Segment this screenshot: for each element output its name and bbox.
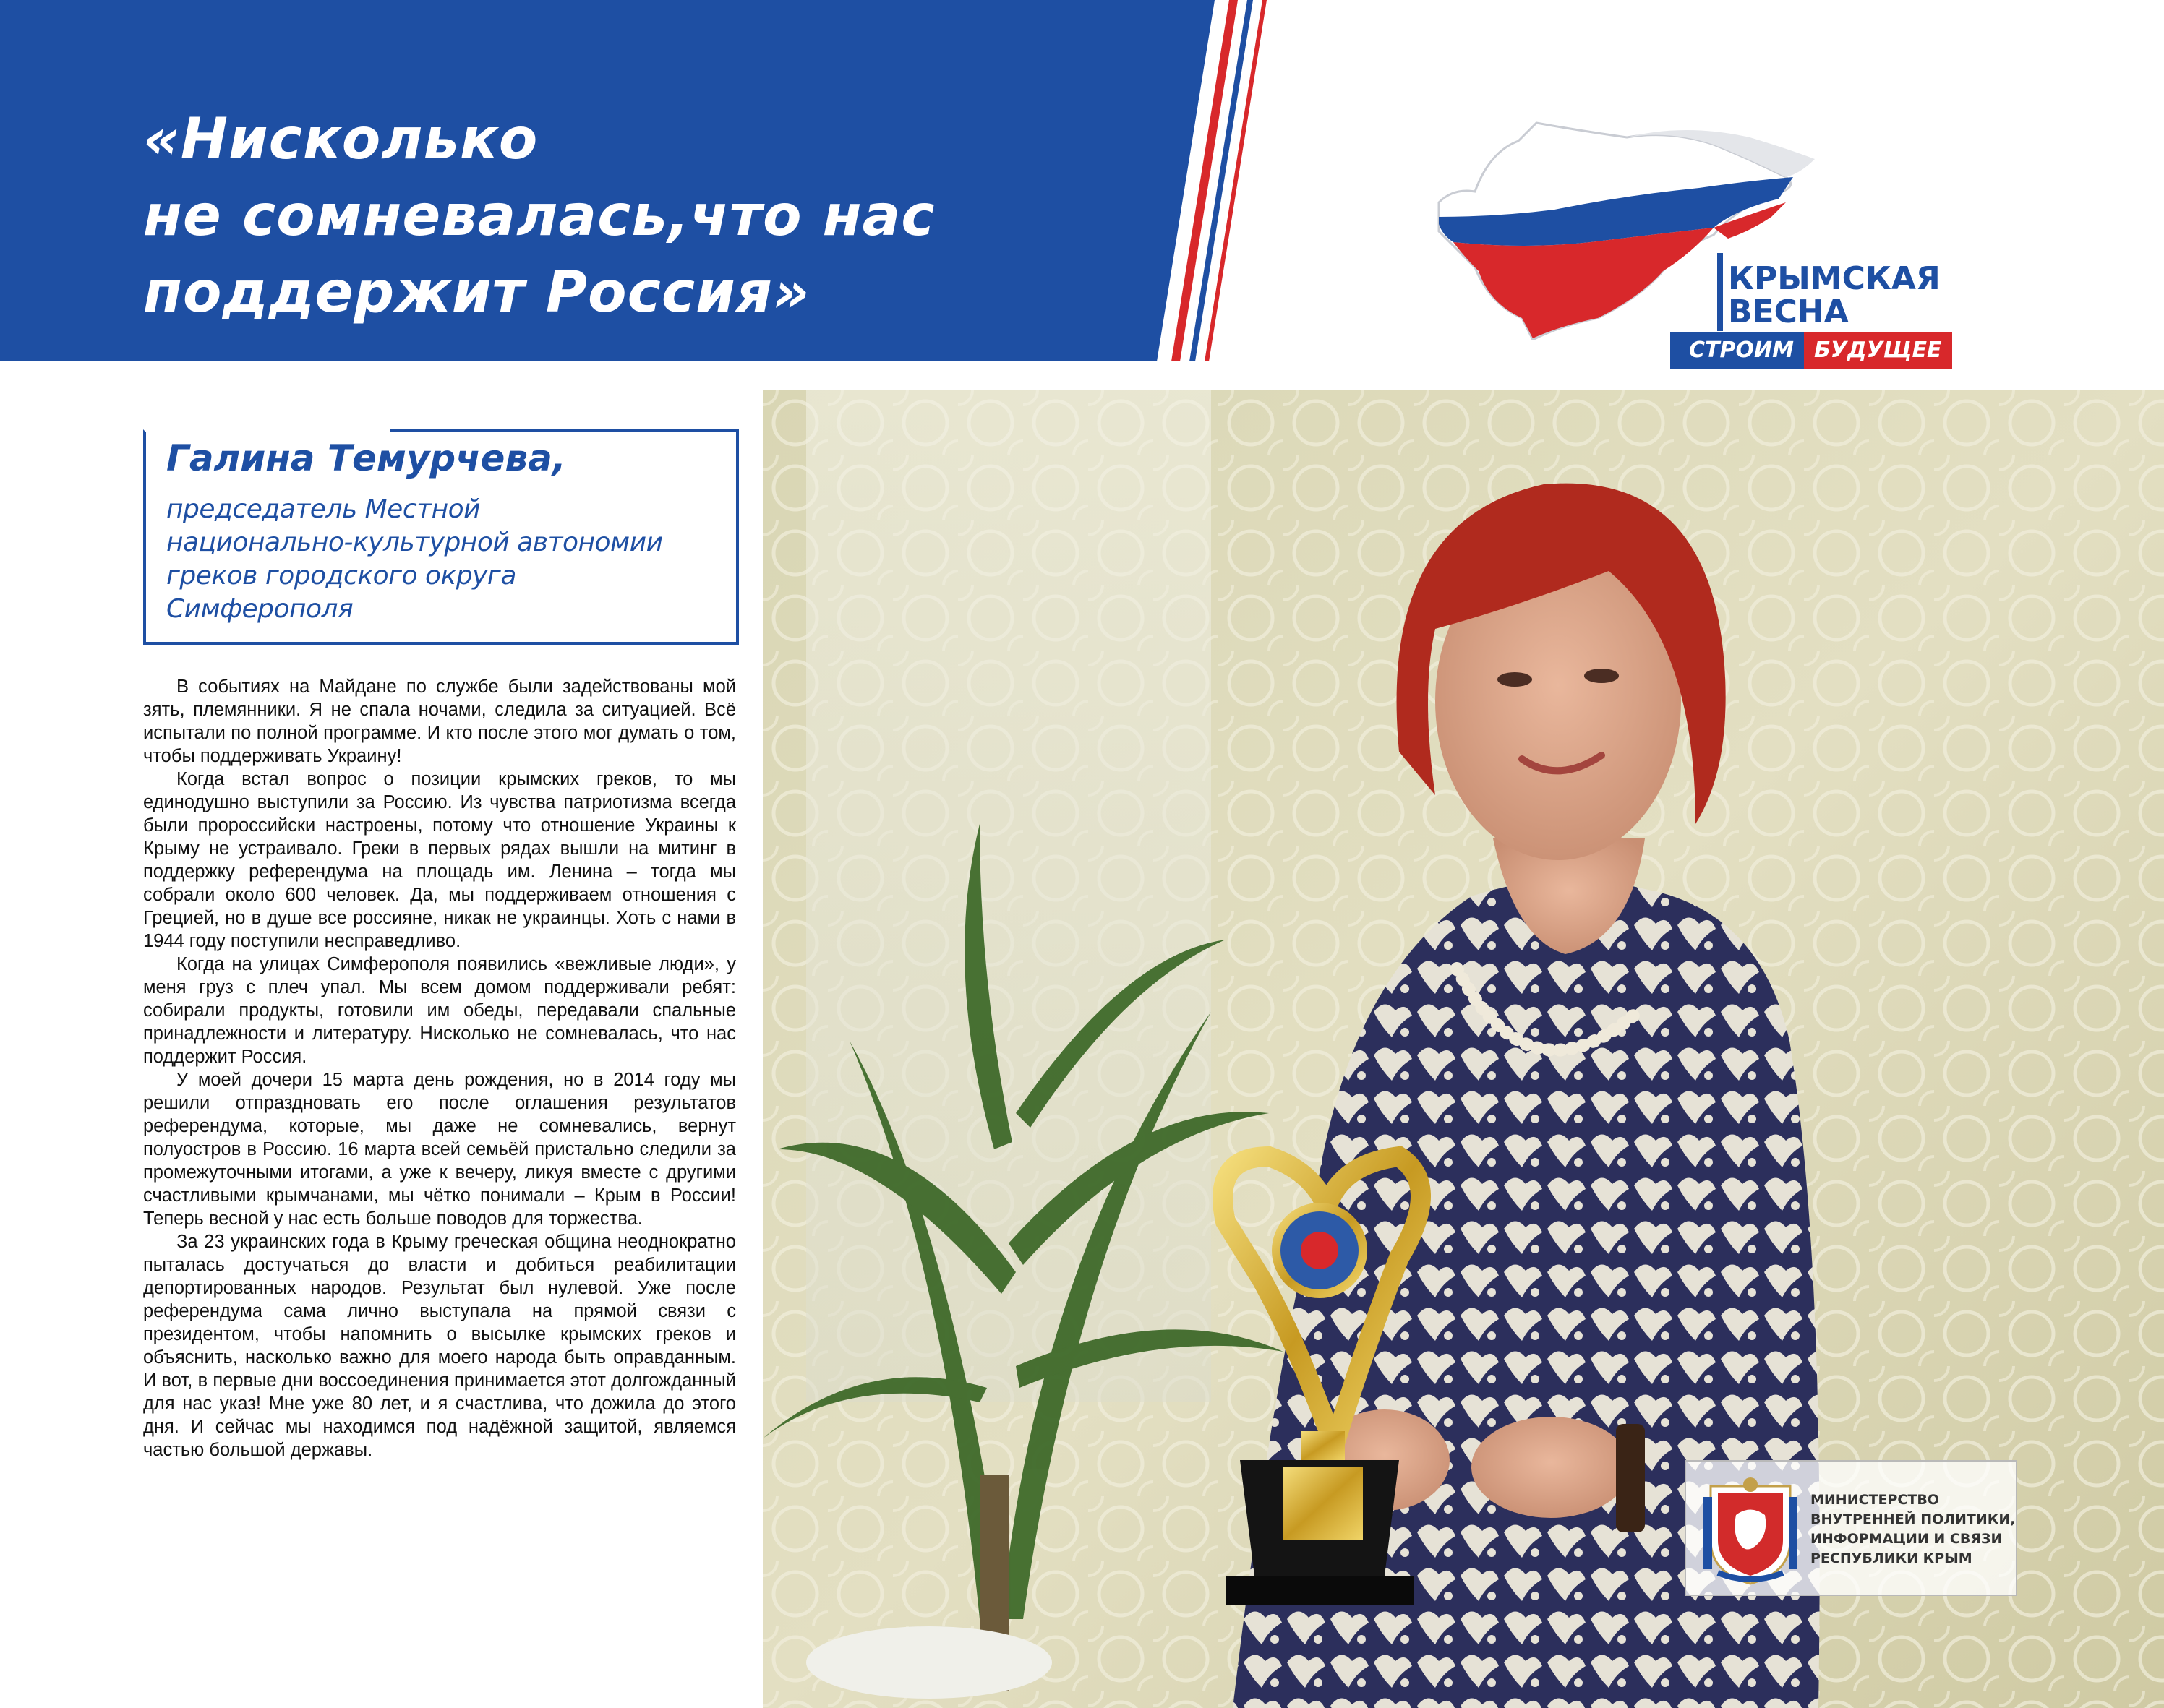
article-paragraph: В событиях на Майдане по службе были задействованы мой зять, племянники. Я не спала ночами, следила за ситуацией. Всё испытали по полной программе. И кто после этого мог думать о том, чтобы поддерживать Украину! (143, 677, 736, 766)
logo-slogan-right: БУДУЩЕЕ (1804, 332, 1952, 369)
author-title-line: председатель Местной (166, 494, 481, 524)
article-paragraph: За 23 украинских года в Крыму греческая община неоднократно пыталась достучаться до власти и добиться реабилитации депортированных народов. Результат был нулевой. Уже после референдума сама лично выступала на прямой связи с президентом, чтобы напомнить о высылке крымских греков и объяснить, насколько важно для моего народа быть оправданным. И вот, в первые дни воссоединения принимается этот долгожданный для нас указ! Мне уже 80 лет, и я счастлива, что дожила до этого дня. И сейчас мы находимся под надёжной защитой, являемся частью большой державы. (143, 1232, 736, 1460)
ministry-name-line: МИНИСТЕРСТВО (1810, 1492, 1939, 1508)
headline-line: «Нисколько (143, 107, 539, 172)
logo-title-line: КРЫМСКАЯ (1728, 260, 1941, 297)
author-title (166, 493, 737, 626)
crimean-spring-logo (1410, 108, 1959, 376)
article-paragraph: Когда на улицах Симферополя появились «вежливые люди», у меня груз с плеч упал. Мы всем домом поддерживали ребят: собирали продукты, готовили им обеды, передавали спальные принадлежности и литературу. Нисколько не сомневалась, что нас поддержит Россия. (143, 954, 736, 1067)
author-title-line: греков городского округа (166, 561, 516, 591)
ministry-name (1810, 1490, 2017, 1568)
logo-slogan (1670, 332, 1952, 372)
headline (143, 101, 1170, 331)
logo-slogan-left: СТРОИМ (1670, 332, 1804, 369)
author-name: Галина Темурчева, (166, 437, 566, 479)
headline-line: не сомневалась,что нас (143, 184, 936, 249)
article-body (143, 675, 736, 1462)
headline-line: поддержит Россия» (143, 260, 811, 325)
author-frame-topline (390, 429, 739, 432)
crimea-coat-of-arms-icon (1696, 1472, 1805, 1586)
logo-accent-bar (1717, 253, 1723, 331)
article-paragraph: Когда встал вопрос о позиции крымских греков, то мы единодушно выступили за Россию. Из чувства патриотизма всегда были пророссийски настроены, потому что отношение Украины к Крыму не устраивало. Греки в первых рядах вышли на митинг в поддержку референдума на площадь им. Ленина – тогда мы собрали около 600 человек. Да, мы поддерживаем отношения с Грецией, но в душе все россияне, никак не украинцы. Хоть с нами в 1944 году поступили несправедливо. (143, 769, 736, 951)
ministry-name-line: ВНУТРЕННЕЙ ПОЛИТИКИ, (1810, 1511, 2016, 1527)
ministry-name-line: РЕСПУБЛИКИ КРЫМ (1810, 1550, 1972, 1566)
logo-title-line: ВЕСНА (1728, 293, 1849, 330)
ministry-name-line: ИНФОРМАЦИИ И СВЯЗИ (1810, 1531, 2003, 1547)
ministry-badge (1685, 1460, 2017, 1596)
author-title-line: Симферополя (166, 594, 354, 624)
author-title-line: национально-культурной автономии (166, 528, 663, 557)
article-paragraph: У моей дочери 15 марта день рождения, но в 2014 году мы решили отпраздновать его после оглашения результатов референдума, которые, мы даже не сомневались, вернут полуостров в Россию. 16 марта всей семьёй пристально следили за промежуточными итогами, а уже к вечеру, ликуя вместе с другими счастливыми крымчанами, мы чётко понимали – Крым в России! Теперь весной у нас есть больше поводов для торжества. (143, 1070, 736, 1229)
